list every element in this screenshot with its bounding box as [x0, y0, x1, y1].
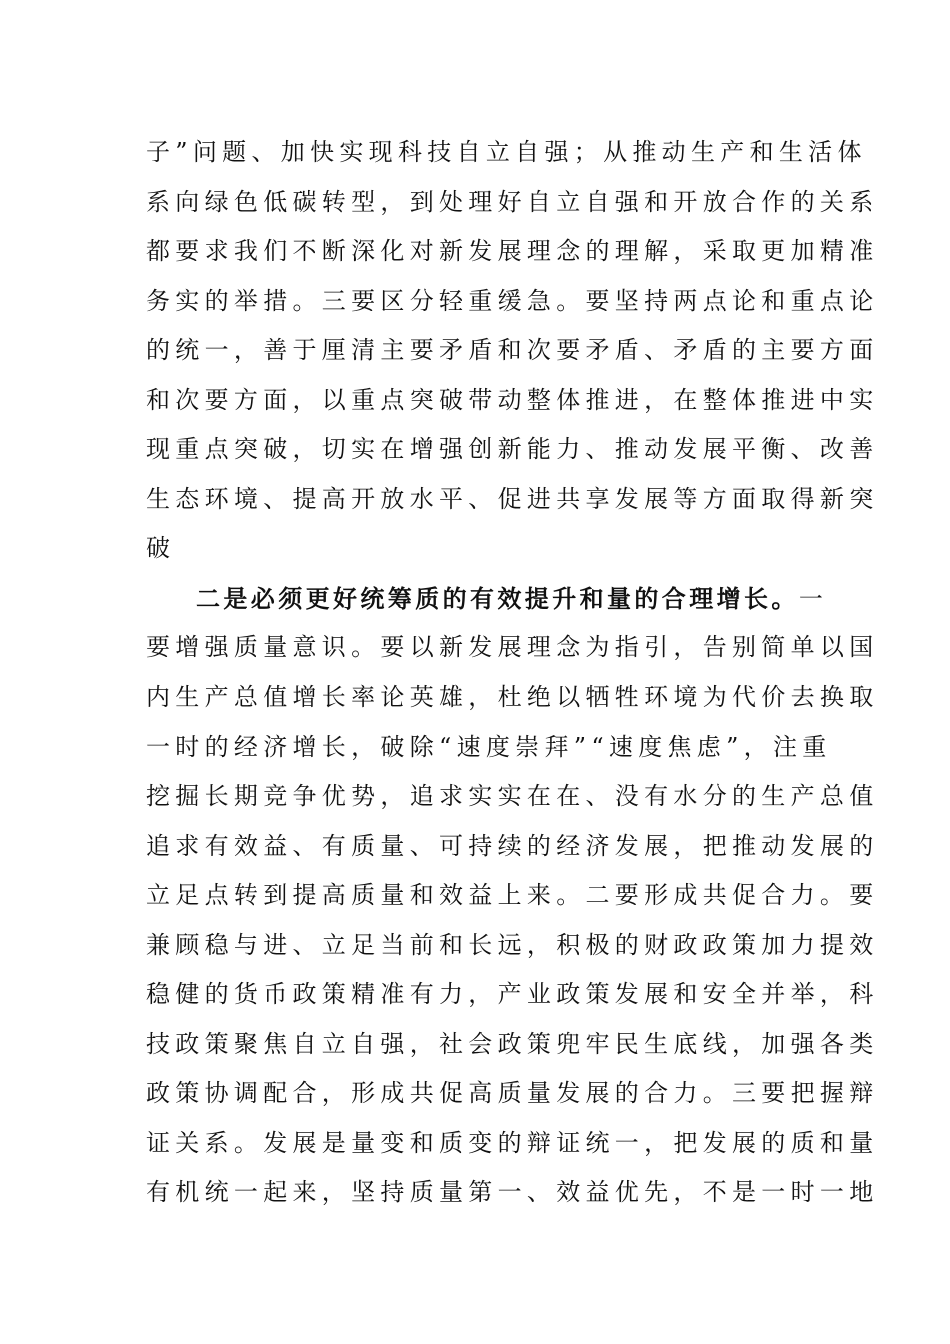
body-line: 生态环境、提高开放水平、促进共享发展等方面取得新突	[146, 484, 879, 513]
body-line: 现重点突破，切实在增强创新能力、推动发展平衡、改善	[146, 435, 879, 464]
body-line: 兼顾稳与进、立足当前和长远，积极的财政政策加力提效	[146, 930, 879, 959]
document-body	[146, 128, 879, 1218]
body-line: 破	[146, 534, 170, 563]
body-line: 子”问题、加快实现科技自立自强；从推动生产和生活体	[146, 138, 867, 166]
body-line: 内生产总值增长率论英雄，杜绝以牺牲环境为代价去换取	[146, 683, 879, 712]
body-line: 挖掘长期竞争优势，追求实实在在、没有水分的生产总值	[146, 782, 879, 811]
body-line: 稳健的货币政策精准有力，产业政策发展和安全并举，科	[146, 980, 879, 1009]
body-line: 有机统一起来，坚持质量第一、效益优先，不是一时一地	[146, 1178, 879, 1207]
body-line: 要增强质量意识。要以新发展理念为指引，告别简单以国	[146, 633, 879, 662]
body-line: 技政策聚焦自立自强，社会政策兜牢民生底线，加强各类	[146, 1029, 879, 1058]
body-line: 的统一，善于厘清主要矛盾和次要矛盾、矛盾的主要方面	[146, 336, 879, 365]
body-line: 系向绿色低碳转型，到处理好自立自强和开放合作的关系	[146, 187, 879, 216]
body-line: 务实的举措。三要区分轻重缓急。要坚持两点论和重点论	[146, 286, 879, 315]
body-line: 立足点转到提高质量和效益上来。二要形成共促合力。要	[146, 881, 879, 910]
body-line: 追求有效益、有质量、可持续的经济发展，把推动发展的	[146, 831, 879, 860]
body-line: 一时的经济增长，破除“速度崇拜”“速度焦虑”，注重	[146, 732, 832, 761]
body-line: 政策协调配合，形成共促高质量发展的合力。三要把握辩	[146, 1079, 879, 1108]
body-line: 都要求我们不断深化对新发展理念的理解，采取更加精准	[146, 237, 879, 266]
paragraph-heading: 二是必须更好统筹质的有效提升和量的合理增长。	[196, 583, 799, 613]
paragraph-heading-tail: 一	[798, 584, 827, 613]
body-line: 和次要方面，以重点突破带动整体推进，在整体推进中实	[146, 385, 879, 414]
body-line: 证关系。发展是量变和质变的辩证统一，把发展的质和量	[146, 1128, 879, 1157]
paragraph-heading-line	[146, 574, 827, 624]
